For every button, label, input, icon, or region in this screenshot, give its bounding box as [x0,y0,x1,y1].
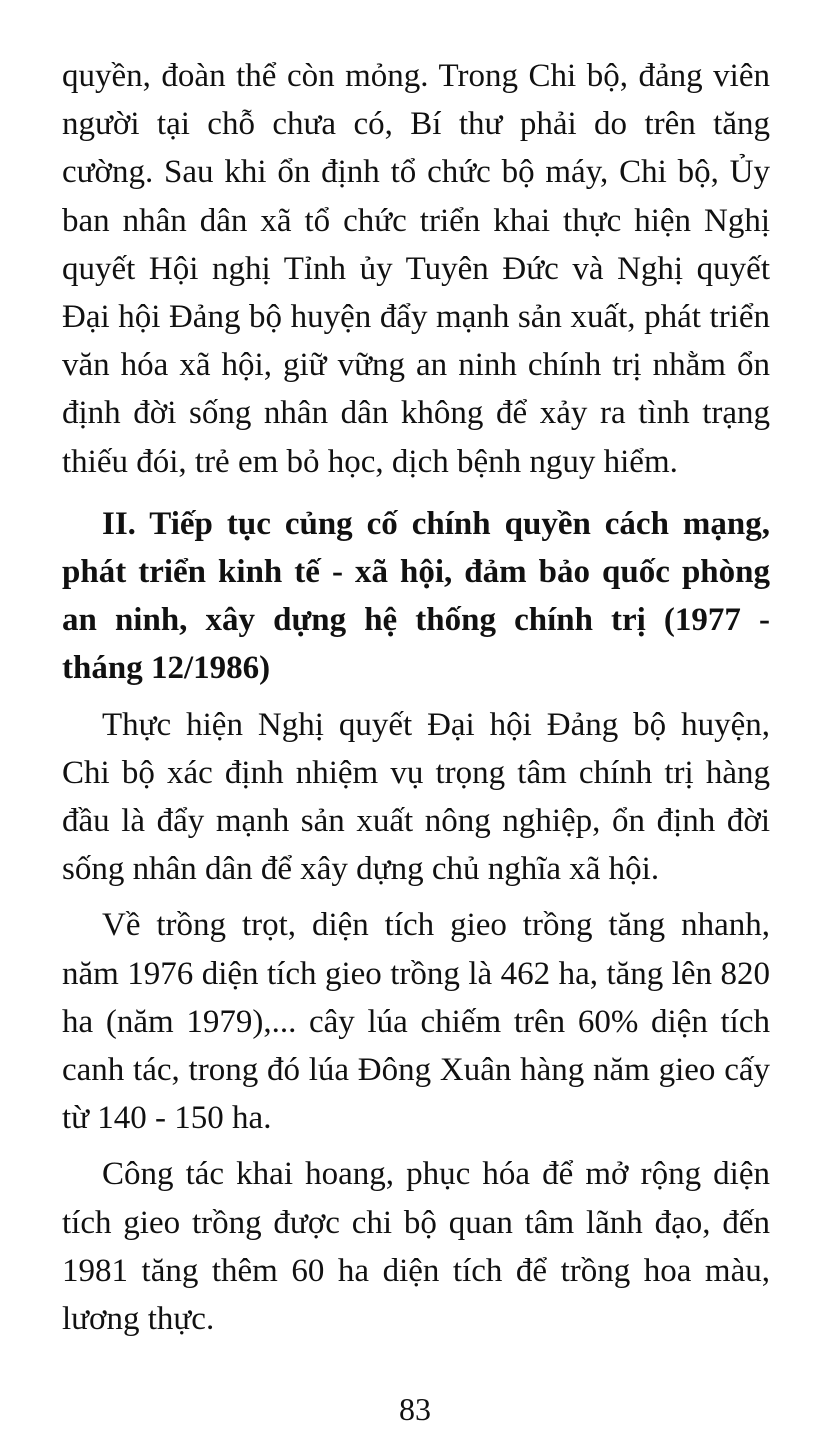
page-content [62,52,770,1343]
paragraph-land-reclamation: Công tác khai hoang, phục hóa để mở rộng diện tích gieo trồng được chi bộ quan tâm lãnh đạo, đến 1981 tăng thêm 60 ha diện tích để trồng hoa màu, lương thực. [62,1156,770,1338]
paragraph-continuation: quyền, đoàn thể còn mỏng. Trong Chi bộ, đảng viên người tại chỗ chưa có, Bí thư phải do trên tăng cường. Sau khi ổn định tổ chức bộ máy, Chi bộ, Ủy ban nhân dân xã tổ chức triển khai thực hiện Nghị quyết Hội nghị Tỉnh ủy Tuyên Đức và Nghị quyết Đại hội Đảng bộ huyện đẩy mạnh sản xuất, phát triển văn hóa xã hội, giữ vững an ninh chính trị nhằm ổn định đời sống nhân dân không để xảy ra tình trạng thiếu đói, trẻ em bỏ học, dịch bệnh nguy hiểm. [62,58,770,480]
page-number: 83 [399,1391,431,1427]
paragraph-cultivation: Về trồng trọt, diện tích gieo trồng tăng nhanh, năm 1976 diện tích gieo trồng là 462 ha, tăng lên 820 ha (năm 1979),... cây lúa chiếm trên 60% diện tích canh tác, trong đó lúa Đông Xuân hàng năm gieo cấy từ 140 - 150 ha. [62,907,770,1137]
section-heading: II. Tiếp tục củng cố chính quyền cách mạng, phát triển kinh tế - xã hội, đảm bảo quốc phòng an ninh, xây dựng hệ thống chính trị (1977 - tháng 12/1986) [62,505,770,687]
paragraph-implementation: Thực hiện Nghị quyết Đại hội Đảng bộ huyện, Chi bộ xác định nhiệm vụ trọng tâm chính trị hàng đầu là đẩy mạnh sản xuất nông nghiệp, ổn định đời sống nhân dân để xây dựng chủ nghĩa xã hội. [62,706,770,888]
